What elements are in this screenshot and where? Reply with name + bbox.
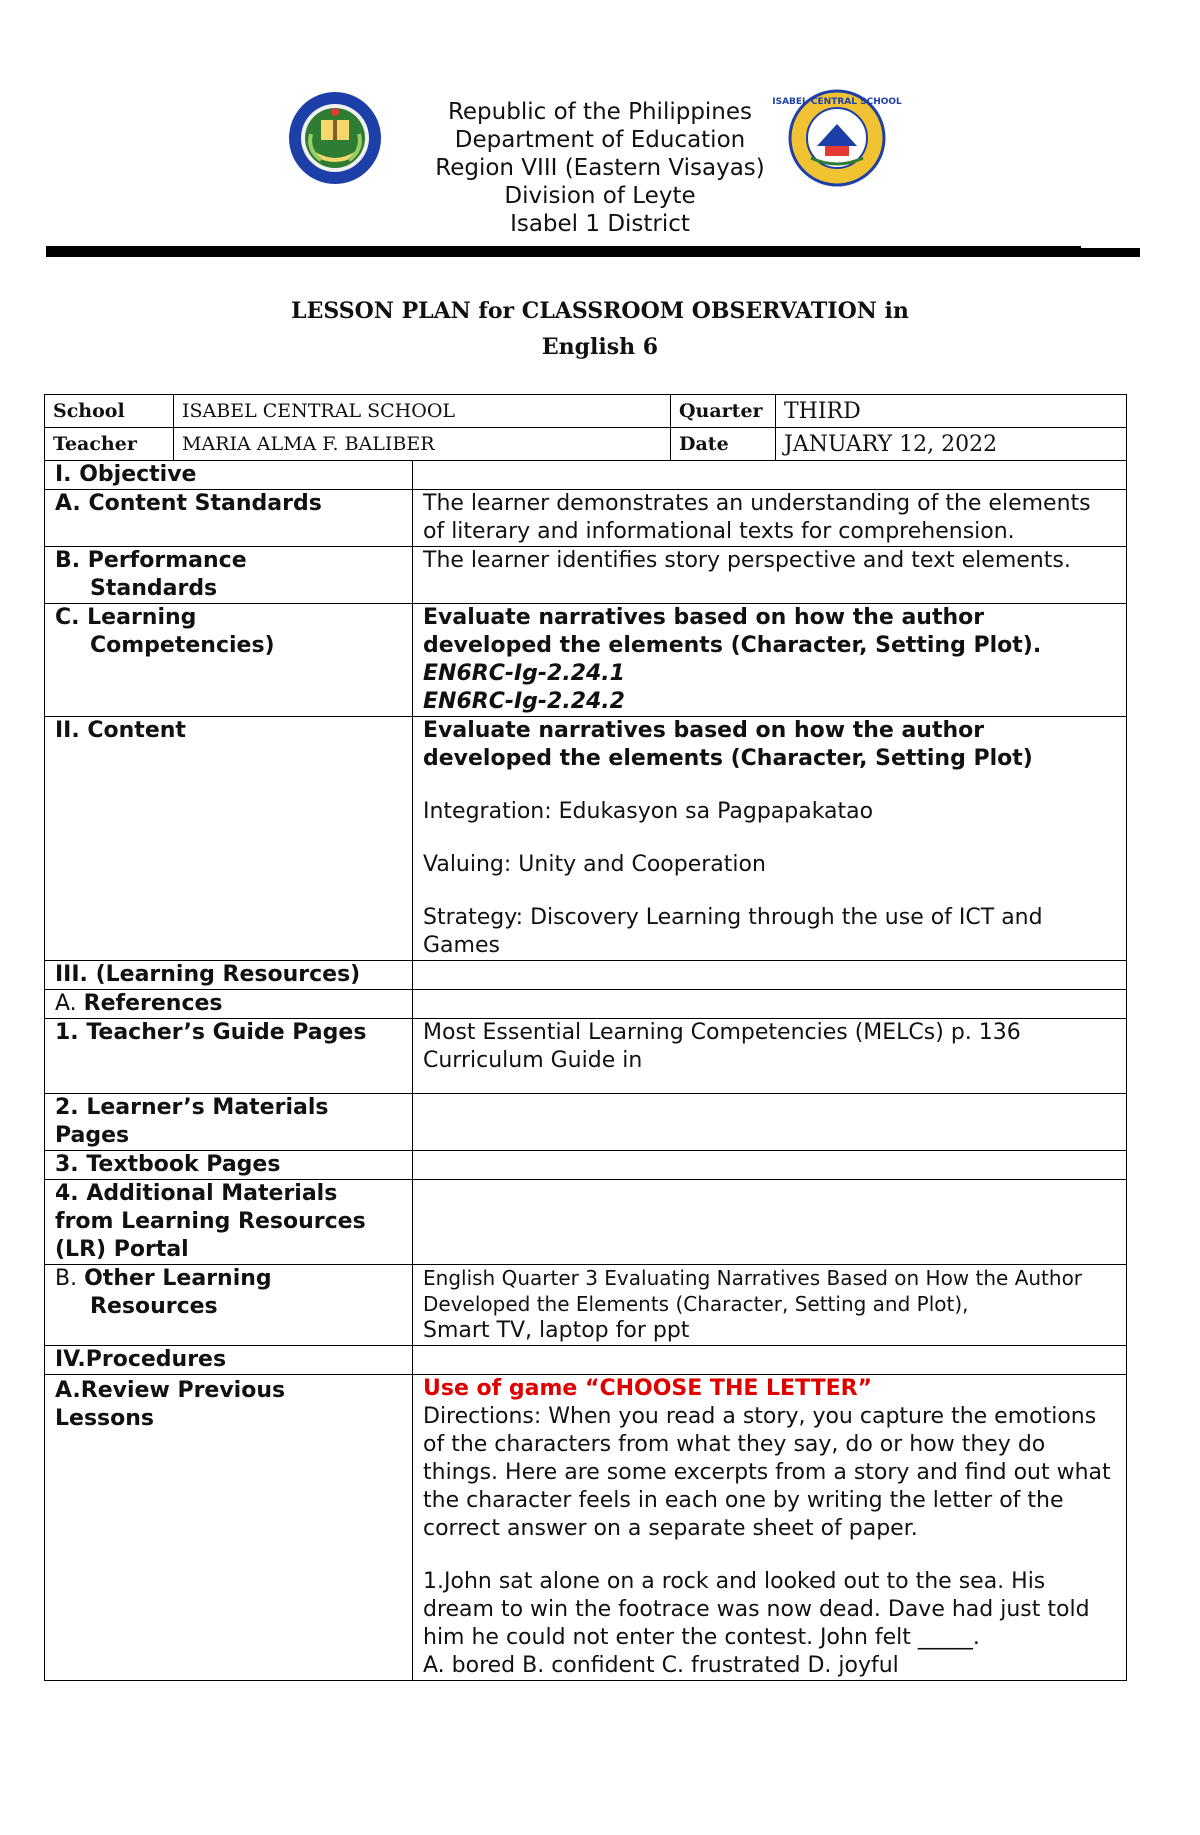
title-line-2: English 6 [541,334,659,360]
strategy-text: Strategy: Discovery Learning through the use of ICT and Games [423,905,1043,958]
references-text: References [83,991,223,1016]
performance-label-line-2: Standards [90,576,218,601]
textbook-pages-empty [413,1151,1127,1180]
org-line-republic: Republic of the Philippines [447,99,753,125]
valuing-text: Valuing: Unity and Cooperation [423,852,766,877]
teachers-guide-text-2: Curriculum Guide in [423,1048,643,1073]
objective-heading: I. Objective [45,461,413,490]
competencies-label-line-1: C. Learning [55,605,197,630]
row-textbook-pages [45,1151,1127,1180]
letterhead [0,0,1200,240]
title-line-1: LESSON PLAN for CLASSROOM OBSERVATION in [291,298,909,324]
row-learning-resources [45,961,1127,990]
row-procedures [45,1346,1127,1375]
textbook-pages-label: 3. Textbook Pages [45,1151,413,1180]
competency-code-1: EN6RC-Ig-2.24.1 [423,661,625,686]
learning-resources-heading: III. (Learning Resources) [45,961,413,990]
row-additional-materials [45,1180,1127,1265]
org-line-division: Division of Leyte [504,183,696,209]
item-1-choices: A. bored B. confident C. frustrated D. joyful [423,1653,899,1678]
quarter-label: Quarter [671,395,776,428]
row-objective [45,461,1127,490]
row-teachers-guide [45,1019,1127,1094]
org-line-region: Region VIII (Eastern Visayas) [435,155,765,181]
info-row-teacher [45,428,1127,461]
date-label: Date [671,428,776,461]
learning-competencies-label [45,604,413,717]
content-standards-text: The learner demonstrates an understanding of the elements of literary and informational texts for comprehension. [413,490,1127,547]
procedures-empty [413,1346,1127,1375]
row-other-resources [45,1265,1127,1346]
review-lessons-cell [413,1375,1127,1681]
performance-label-line-1: B. Performance [55,548,247,573]
quarter-value: THIRD [776,395,1127,428]
competency-code-2: EN6RC-Ig-2.24.2 [423,689,625,714]
other-resources-cell [413,1265,1127,1346]
review-label-line-2: Lessons [55,1406,154,1431]
learners-materials-empty [413,1094,1127,1151]
review-label-line-1: A.Review Previous [55,1378,286,1403]
other-resources-text: English Quarter 3 Evaluating Narratives Based on How the Author Developed the Elements (Character, Setting and Plot), [423,1266,1083,1316]
other-resources-text-2: Smart TV, laptop for ppt [423,1318,690,1343]
other-label-line-2: Resources [90,1294,218,1319]
learners-materials-label: 2. Learner’s Materials Pages [45,1094,413,1151]
teachers-guide-label: 1. Teacher’s Guide Pages [45,1019,413,1094]
other-label-line-1: Other Learning [84,1266,272,1291]
learning-competencies-cell [413,604,1127,717]
date-value: JANUARY 12, 2022 [776,428,1127,461]
competencies-text: Evaluate narratives based on how the author developed the elements (Character, Setting Plot). [423,605,1042,658]
references-empty [413,990,1127,1019]
row-learners-materials [45,1094,1127,1151]
row-content-standards [45,490,1127,547]
org-line-department: Department of Education [454,127,746,153]
integration-text: Integration: Edukasyon sa Pagpapakatao [423,799,874,824]
deped-seal-icon [287,90,383,186]
header-rule [46,248,1140,257]
info-row-school [45,395,1127,428]
row-learning-competencies [45,604,1127,717]
teachers-guide-text-1: Most Essential Learning Competencies (MELCs) p. 136 [423,1020,1021,1045]
row-performance-standards [45,547,1127,604]
lesson-plan-table [44,460,1127,1681]
item-1-text: 1.John sat alone on a rock and looked out to the sea. His dream to win the footrace was now dead. Dave had just told him he could not enter the contest. John felt _____. [423,1569,1090,1650]
procedures-heading: IV.Procedures [45,1346,413,1375]
performance-standards-label [45,547,413,604]
isabel-central-school-seal-icon [772,88,902,188]
content-standards-label: A. Content Standards [45,490,413,547]
other-resources-label [45,1265,413,1346]
school-label: School [45,395,174,428]
row-review-lessons [45,1375,1127,1681]
review-lessons-label [45,1375,413,1681]
teachers-guide-cell [413,1019,1127,1094]
organization-block [400,98,800,238]
performance-standards-text: The learner identifies story perspective and text elements. [413,547,1127,604]
additional-materials-empty [413,1180,1127,1265]
references-prefix: A. [55,991,77,1016]
learning-resources-empty [413,961,1127,990]
competencies-label-line-2: Competencies) [90,633,275,658]
teacher-value: MARIA ALMA F. BALIBER [174,428,671,461]
other-prefix: B. [55,1266,78,1291]
teacher-label: Teacher [45,428,174,461]
content-text: Evaluate narratives based on how the author developed the elements (Character, Setting Plot) [423,718,1033,771]
content-cell [413,717,1127,961]
school-value: ISABEL CENTRAL SCHOOL [174,395,671,428]
references-label [45,990,413,1019]
objective-empty [413,461,1127,490]
content-heading: II. Content [45,717,413,961]
row-references [45,990,1127,1019]
row-content [45,717,1127,961]
directions-text: Directions: When you read a story, you capture the emotions of the characters from what they say, do or how they do things. Here are some excerpts from a story and find out what the character feels in each one by writing the letter of the correct answer on a separate sheet of paper. [423,1404,1111,1541]
additional-materials-label: 4. Additional Materials from Learning Resources (LR) Portal [45,1180,413,1265]
document-title [0,293,1200,365]
game-title: Use of game “CHOOSE THE LETTER” [423,1376,873,1401]
seal-lettering: ISABEL CENTRAL SCHOOL [772,97,902,107]
org-line-district: Isabel 1 District [510,211,690,237]
info-table [44,394,1127,461]
